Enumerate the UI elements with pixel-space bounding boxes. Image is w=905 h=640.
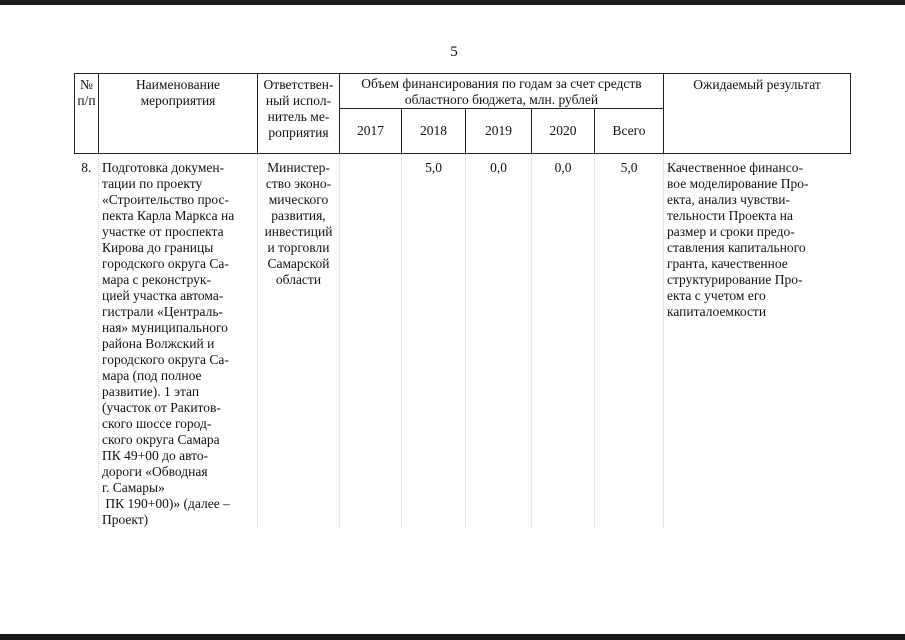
header-budget-group: Объем финансирования по годам за счет средств областного бюджета, млн. рублей <box>340 74 664 109</box>
header-year-2019: 2019 <box>466 109 532 154</box>
activity-name-line: тации по проекту <box>102 176 203 191</box>
value-total: 5,0 <box>595 154 664 529</box>
executor-line: области <box>275 272 322 287</box>
result-line: Качественное финансо- <box>667 160 803 175</box>
result-line: гранта, качественное <box>667 256 788 271</box>
executor-line: Самарской <box>267 256 330 271</box>
activity-name-line: г. Самары» <box>102 480 165 495</box>
activity-name-line: ПК 190+00)» (далее – <box>102 496 230 511</box>
header-executor: Ответствен-ный испол-нитель ме-роприятия <box>258 74 340 154</box>
activity-name-line: Проект) <box>102 512 149 527</box>
page-number: 5 <box>450 44 458 60</box>
activity-name-line: Кирова до границы <box>102 240 214 255</box>
header-num: № п/п <box>75 74 99 154</box>
result-line: ставления капитального <box>667 240 806 255</box>
executor-line: инвестиций <box>264 224 333 239</box>
activity-name-line: городского округа Са- <box>102 256 229 271</box>
executor-line: и торговли <box>267 240 330 255</box>
activity-name <box>99 154 258 529</box>
result-line: вое моделирование Про- <box>667 176 809 191</box>
activity-name-line: Подготовка докумен- <box>102 160 225 175</box>
result-line: капиталоемкости <box>667 304 767 319</box>
header-year-2018: 2018 <box>402 109 466 154</box>
activity-name-line: мара с реконструк- <box>102 272 211 287</box>
activity-name-line: «Строительство прос- <box>102 192 229 207</box>
result-line: структурирование Про- <box>667 272 803 287</box>
executor <box>258 154 340 529</box>
expected-result <box>664 154 851 529</box>
value-2018: 5,0 <box>402 154 466 529</box>
result-line: екта с учетом его <box>667 288 766 303</box>
header-name: Наименование мероприятия <box>99 74 258 154</box>
header-year-2017: 2017 <box>340 109 402 154</box>
funding-table <box>74 73 851 528</box>
activity-name-line: мара (под полное <box>102 368 202 383</box>
activity-name-line: пекта Карла Маркса на <box>102 208 235 223</box>
activity-name-line: ная» муниципального <box>102 320 228 335</box>
top-border <box>0 0 905 5</box>
value-2017 <box>340 154 402 529</box>
result-line: тельности Проекта на <box>667 208 794 223</box>
executor-line: Министер- <box>267 160 330 175</box>
header-result: Ожидаемый результат <box>664 74 851 154</box>
result-line: размер и сроки предо- <box>667 224 795 239</box>
activity-name-line: развитие). 1 этап <box>102 384 200 399</box>
value-2020: 0,0 <box>532 154 595 529</box>
result-line: екта, анализ чувстви- <box>667 192 790 207</box>
executor-line: ство эконо- <box>265 176 332 191</box>
executor-line: мического <box>268 192 329 207</box>
activity-name-line: ского округа Самара <box>102 432 220 447</box>
header-total: Всего <box>595 109 664 154</box>
activity-name-line: цией участка автома- <box>102 288 224 303</box>
bottom-border <box>0 634 905 640</box>
activity-name-line: участке от проспекта <box>102 224 224 239</box>
table-row <box>75 154 851 529</box>
activity-name-line: (участок от Ракитов- <box>102 400 221 415</box>
header-year-2020: 2020 <box>532 109 595 154</box>
row-number: 8. <box>81 160 92 175</box>
activity-name-line: ПК 49+00 до авто- <box>102 448 209 463</box>
executor-line: развития, <box>271 208 326 223</box>
value-2019: 0,0 <box>466 154 532 529</box>
activity-name-line: дороги «Обводная <box>102 464 208 479</box>
activity-name-line: ского шоссе город- <box>102 416 212 431</box>
activity-name-line: гистрали «Централь- <box>102 304 224 319</box>
activity-name-line: района Волжский и <box>102 336 215 351</box>
activity-name-line: городского округа Са- <box>102 352 229 367</box>
